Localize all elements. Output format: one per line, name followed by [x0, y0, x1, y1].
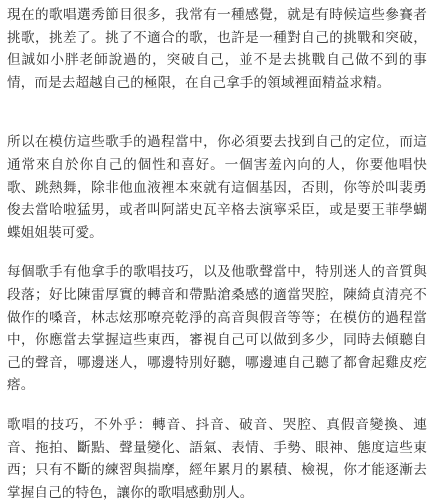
- paragraph-spacer: [7, 397, 427, 414]
- paragraph-spacer: [7, 94, 427, 131]
- paragraph-4: 歌唱的技巧，不外乎：轉音、抖音、破音、哭腔、真假音變換、連音、拖拍、斷點、聲量變化、語氣、表情、手勢、眼神、態度這些東西；只有不斷的練習與揣摩，經年累月的累積、檢視，你才能逐漸去掌握自己的特色，讓你的歌唱感動別人。: [7, 416, 427, 501]
- paragraph-3: 每個歌手有他拿手的歌唱技巧，以及他歌聲當中，特別迷人的音質與段落；好比陳雷厚實的轉音和帶點滄桑感的適當哭腔，陳綺貞清亮不做作的嗓音，林志炫那嘹亮乾淨的高音與假音等等；在模仿的過程當中，你應當去掌握這些東西，審視自己可以做到多少，同時去傾聽自己的聲音，哪邊迷人，哪邊特別好聽，哪邊連自己聽了都會起雞皮疙瘩。: [7, 264, 427, 394]
- paragraph-2: 所以在模仿這些歌手的過程當中，你必須要去找到自己的定位，而這通常來自於你自己的個性和喜好。一個害羞內向的人，你要他唱快歌、跳熱舞，除非他血液裡本來就有這個基因，否則，你等於叫裴勇俊去當哈啦猛男，或者叫阿諾史瓦辛格去演寧采臣，或是要王菲學蝴蝶姐姐裝可愛。: [7, 134, 427, 241]
- paragraph-1: 現在的歌唱選秀節目很多，我常有一種感覺，就是有時候這些參賽者挑歌，挑差了。挑了不適合的歌，也許是一種對自己的挑戰和突破，但誠如小胖老師說過的，突破自己，並不是去挑戰自己做不到的事情，而是去超越自己的極限，在自己拿手的領域裡面精益求精。: [7, 7, 427, 91]
- article-body: [7, 4, 427, 504]
- paragraph-spacer: [7, 244, 427, 261]
